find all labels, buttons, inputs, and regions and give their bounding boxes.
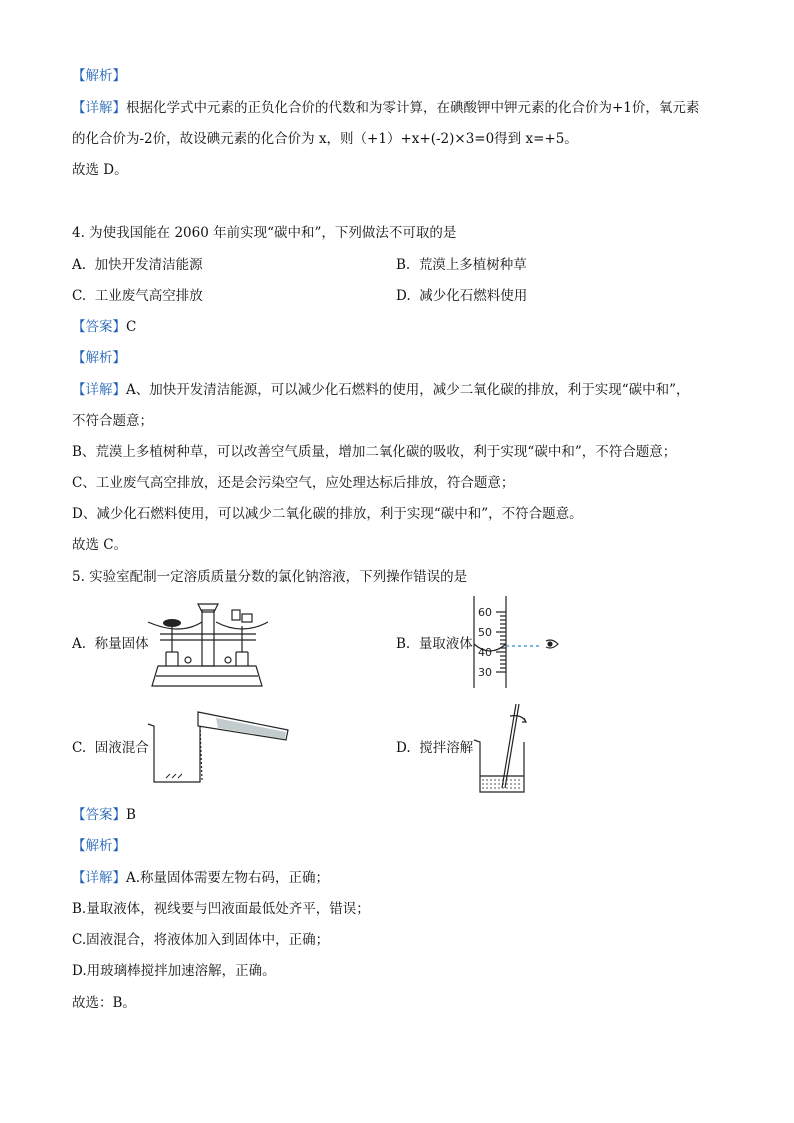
graduated-cylinder-figure [470,594,570,690]
answer-value: C [126,319,137,335]
q5-option-a: A. 称量固体 [72,636,149,652]
q4-option-c: C. 工业废气高空排放 [72,288,203,304]
q4-option-d: D. 减少化石燃料使用 [396,288,528,304]
detail-tag: 【详解】 [72,100,126,116]
q5-detail-line-3: C.固液混合，将液体加入到固体中，正确； [72,932,330,948]
balance-scale-figure [142,596,274,690]
cylinder-tick-40: 40 [478,646,492,659]
detail-text: 根据化学式中元素的正负化合价的代数和为零计算，在碘酸钾中钾元素的化合价为+1价，氧元素 [126,100,700,116]
q5-option-c: C. 固液混合 [72,740,149,756]
cylinder-tick-50: 50 [478,626,492,639]
q5-choice: 故选：B。 [72,995,136,1011]
answer-value: B [126,807,136,823]
q4-analysis-heading [72,348,126,368]
choice-q3: 故选 D。 [72,162,128,178]
q5-detail-line-2: B.量取液体，视线要与凹液面最低处齐平，错误； [72,901,370,917]
q5-answer [72,805,136,825]
q5-option-b: B. 量取液体 [396,636,473,652]
pouring-beaker-figure [146,704,296,786]
cylinder-tick-30: 30 [478,666,492,679]
cylinder-tick-60: 60 [478,606,492,619]
analysis-heading-q3 [72,66,126,86]
q4-answer [72,317,136,337]
answer-tag: 【答案】 [72,807,126,823]
q5-detail-line-1: 【详解】A.称量固体需要左物右码，正确； [72,870,330,886]
analysis-tag: 【解析】 [72,350,126,366]
q4-detail-line-2: 不符合题意； [72,413,153,429]
q5-option-d: D. 搅拌溶解 [396,740,474,756]
stirring-beaker-figure [472,700,542,794]
analysis-tag: 【解析】 [72,838,126,854]
q4-detail-line-4: C、工业废气高空排放，还是会污染空气，应处理达标后排放，符合题意； [72,475,515,491]
q4-detail-line-1: 【详解】A、加快开发清洁能源，可以减少化石燃料的使用，减少二氧化碳的排放，利于实现“碳中和”， [72,382,690,398]
q4-detail-line-5: D、减少化石燃料使用，可以减少二氧化碳的排放，利于实现“碳中和”，不符合题意。 [72,506,583,522]
q4-choice: 故选 C。 [72,537,128,553]
question-5-stem: 5. 实验室配制一定溶质质量分数的氯化钠溶液，下列操作错误的是 [72,569,468,585]
detail-tag: 【详解】 [72,870,126,886]
q4-option-a: A. 加快开发清洁能源 [72,257,203,273]
detail-line-2: 的化合价为-2价，故设碘元素的化合价为 x，则（+1）+x+(-2)×3=0得到 x=+5。 [72,131,578,147]
detail-tag: 【详解】 [72,382,126,398]
answer-tag: 【答案】 [72,319,126,335]
detail-line-1 [72,98,699,118]
eye-icon [546,640,558,648]
q4-detail-line-3: B、荒漠上多植树种草，可以改善空气质量，增加二氧化碳的吸收，利于实现“碳中和”，不符合题意； [72,444,677,460]
q5-detail-line-4: D.用玻璃棒搅拌加速溶解，正确。 [72,963,276,979]
q4-option-b: B. 荒漠上多植树种草 [396,257,527,273]
analysis-tag: 【解析】 [72,68,126,84]
q5-analysis-heading [72,836,126,856]
question-4-stem: 4. 为使我国能在 2060 年前实现“碳中和”，下列做法不可取的是 [72,225,457,241]
